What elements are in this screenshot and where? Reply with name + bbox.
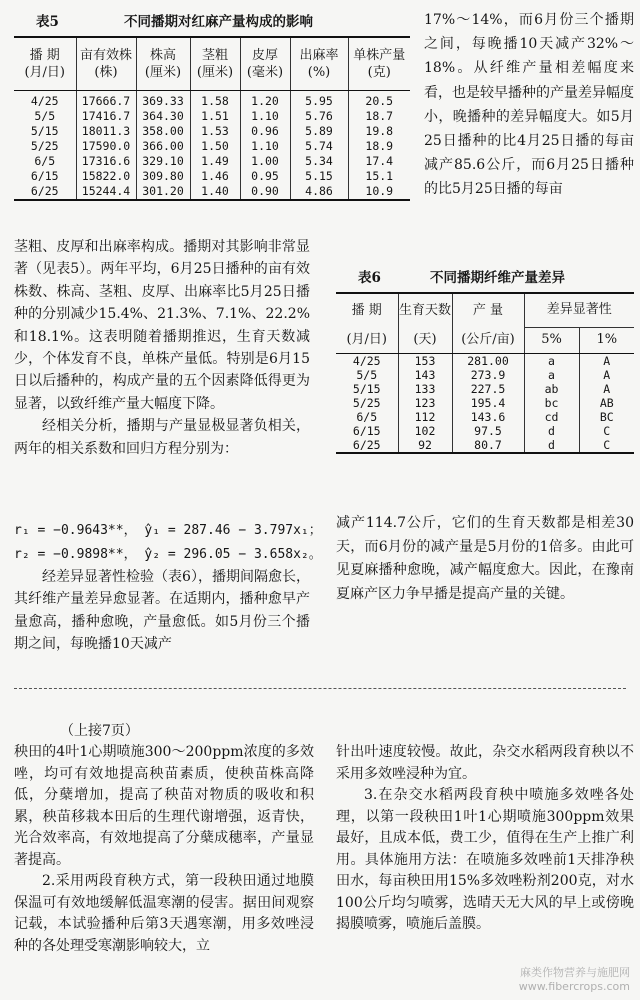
table6-cell: 133 bbox=[398, 382, 452, 396]
table5-cell: 1.46 bbox=[190, 169, 240, 184]
left-mid-text: 茎粗、皮厚和出麻率构成。播期对其影响非常显著（见表5）。两年平均，6月25日播种的亩有效株数、株高、茎粗、皮厚、出麻率比5月25日播种的分别减少15.4%、21.3%、7.1%、22.2%和18.1%。这表明随着播期推迟，生育天数减少，个体发育不良，单株产量低。特别是6月15日以后播种的，构成产量的五个因素降低得更为显著，以致纤维产量大幅度下降。 bbox=[14, 239, 310, 412]
table5-header-cell: 茎粗 (厘米) bbox=[190, 37, 240, 91]
table6-cell: d bbox=[524, 424, 579, 438]
table6-cell: ab bbox=[524, 382, 579, 396]
table6-header-days: 生育天数 bbox=[398, 293, 452, 327]
table6-cell: C bbox=[603, 423, 611, 438]
table6-cell: 80.7 bbox=[452, 438, 524, 453]
table6-cell: 281.00 bbox=[452, 353, 524, 368]
table5-cell: 18011.3 bbox=[76, 124, 136, 139]
table6-cell: 6/15 bbox=[336, 424, 398, 438]
table5-cell: 15.1 bbox=[365, 169, 394, 183]
table5-cell: 0.90 bbox=[240, 184, 290, 200]
table6-subheader-yield: (公斤/亩) bbox=[452, 327, 524, 353]
table5-header-cell: 出麻率 (%) bbox=[290, 37, 348, 91]
table6-cell: 273.9 bbox=[452, 368, 524, 382]
table6-row bbox=[336, 438, 634, 453]
table5-row bbox=[14, 184, 410, 200]
table6-row bbox=[336, 410, 634, 424]
left-mid-paragraph-3 bbox=[14, 566, 310, 656]
section-divider bbox=[14, 688, 626, 689]
table6-row bbox=[336, 382, 634, 396]
table5-header-row bbox=[14, 37, 410, 91]
table5-header-cell: 皮厚 (毫米) bbox=[240, 37, 290, 91]
table5-header-cell: 单株产量 (克) bbox=[348, 37, 410, 91]
table6-subheader-date: (月/日) bbox=[336, 327, 398, 353]
table5-cell: 18.7 bbox=[365, 109, 394, 123]
table5-cell: 4/25 bbox=[14, 91, 76, 110]
watermark-line-2: www.fibercrops.com bbox=[518, 980, 630, 993]
table5-cell: 358.00 bbox=[136, 124, 190, 139]
bottom-left-text2: 2.采用两段育秧方式，第一段秧田通过地膜保温可有效地缓解低温寒潮的侵害。据田间观察记载，本试验播种后第3天遇寒潮，用多效唑浸种的各处理受寒潮影响较大，立 bbox=[14, 873, 314, 954]
table5-cell: 5.34 bbox=[290, 154, 348, 169]
bottom-right-text2: 3.在杂交水稻两段育秧中喷施多效唑各处理，以第一段秧田1叶1心期喷施300ppm效果最好，且成本低，费工少，值得在生产上推广利用。具体施用方法：在喷施多效唑前1天排净秧田水，每亩秧田用15%多效唑粉剂200克，对水100公斤均匀喷雾，选晴天无大风的早上或傍晚揭膜喷雾，喷施后盖膜。 bbox=[336, 787, 634, 932]
right-top-paragraph bbox=[424, 8, 634, 202]
table5-cell: 17666.7 bbox=[76, 91, 136, 110]
table5-cell: 369.33 bbox=[136, 91, 190, 110]
table5-cell: 15244.4 bbox=[76, 184, 136, 200]
table6-cell: 227.5 bbox=[452, 382, 524, 396]
table5-number: 表5 bbox=[36, 14, 59, 30]
table5-row bbox=[14, 109, 410, 124]
table6-subheader-days: (天) bbox=[398, 327, 452, 353]
table6-header-significance: 差异显著性 bbox=[524, 293, 634, 327]
table5-cell: 1.00 bbox=[240, 154, 290, 169]
table6-cell: 5/15 bbox=[336, 382, 398, 396]
table5-row bbox=[14, 91, 410, 110]
table6-title: 不同播期纤维产量差异 bbox=[430, 270, 565, 286]
table6-cell: bc bbox=[524, 396, 579, 410]
table6-row bbox=[336, 353, 634, 368]
table5-cell: 5.15 bbox=[290, 169, 348, 184]
table5-cell: 1.51 bbox=[190, 109, 240, 124]
table6-cell: 143 bbox=[398, 368, 452, 382]
table5-cell: 1.58 bbox=[190, 91, 240, 110]
table5-cell: 1.53 bbox=[190, 124, 240, 139]
right-top-text: 17%～14%，而6月份三个播期之间，每晚播10天减产32%～18%。从纤维产量相差幅度来看，也是较早播种的产量差异幅度小，晚播种的差异幅度大。如5月25日播种的比4月25日播的每亩减产85.6公斤，而6月25日播种的比5月25日播的每亩 bbox=[424, 12, 634, 198]
table5-cell: 364.30 bbox=[136, 109, 190, 124]
table6-cell: d bbox=[524, 438, 579, 453]
table5-cell: 17.4 bbox=[365, 154, 394, 168]
table6-cell: BC bbox=[599, 409, 614, 424]
table6-row bbox=[336, 396, 634, 410]
table5 bbox=[14, 36, 410, 201]
table5-row bbox=[14, 154, 410, 169]
table5-cell: 1.10 bbox=[240, 109, 290, 124]
table6-cell: a bbox=[524, 368, 579, 382]
table5-cell: 6/15 bbox=[14, 169, 76, 184]
table6-header-yield: 产 量 bbox=[452, 293, 524, 327]
table5-cell: 301.20 bbox=[136, 184, 190, 200]
table5-cell: 17416.7 bbox=[76, 109, 136, 124]
table5-cell: 0.96 bbox=[240, 124, 290, 139]
table5-cell: 4.86 bbox=[290, 184, 348, 200]
table6-cell: AB bbox=[599, 395, 614, 410]
table5-cell: 5.89 bbox=[290, 124, 348, 139]
table5-body bbox=[14, 91, 410, 201]
table5-caption bbox=[36, 10, 313, 30]
watermark-line-1: 麻类作物营养与施肥网 bbox=[520, 966, 630, 979]
table5-row bbox=[14, 139, 410, 154]
table6-caption bbox=[358, 266, 565, 286]
table6-cell: A bbox=[603, 381, 611, 396]
table6-subheader-1pct: 1% bbox=[579, 327, 634, 353]
table6-cell: C bbox=[603, 437, 611, 452]
table6-cell: cd bbox=[524, 410, 579, 424]
bottom-left-paragraph bbox=[14, 742, 314, 957]
watermark bbox=[519, 966, 630, 994]
left-mid-text2: 经相关分析，播期与产量显极显著负相关，两年的相关系数和回归方程分别为： bbox=[14, 418, 310, 457]
table6-cell: A bbox=[603, 353, 611, 368]
table5-cell: 1.40 bbox=[190, 184, 240, 200]
table6-number: 表6 bbox=[358, 270, 381, 286]
right-mid-paragraph bbox=[336, 512, 634, 606]
table6-cell: 102 bbox=[398, 424, 452, 438]
table5-cell: 329.10 bbox=[136, 154, 190, 169]
table5-header-cell: 播 期 (月/日) bbox=[14, 37, 76, 91]
table5-cell: 17316.6 bbox=[76, 154, 136, 169]
table5-cell: 19.8 bbox=[365, 124, 394, 138]
table5-cell: 1.50 bbox=[190, 139, 240, 154]
table5-cell: 6/5 bbox=[14, 154, 76, 169]
table6-cell: 6/5 bbox=[336, 410, 398, 424]
table5-cell: 5.76 bbox=[290, 109, 348, 124]
table6-cell: 123 bbox=[398, 396, 452, 410]
table6-cell: 195.4 bbox=[452, 396, 524, 410]
bottom-right-text: 针出叶速度较慢。故此，杂交水稻两段育秧以不采用多效唑浸种为宜。 bbox=[336, 744, 634, 782]
table5-cell: 6/25 bbox=[14, 184, 76, 200]
table6-row bbox=[336, 368, 634, 382]
continued-label: （上接7页） bbox=[60, 723, 139, 739]
table5-cell: 1.20 bbox=[240, 91, 290, 110]
right-mid-text: 减产114.7公斤，它们的生育天数都是相差30天，而6月份的减产量是5月份的1倍多。由此可见夏麻播种愈晚，减产幅度愈大。因此，在豫南夏麻产区力争早播是提高产量的关键。 bbox=[336, 515, 634, 602]
table6-row bbox=[336, 424, 634, 438]
table5-cell: 309.80 bbox=[136, 169, 190, 184]
table6-cell: 5/5 bbox=[336, 368, 398, 382]
table5-cell: 17590.0 bbox=[76, 139, 136, 154]
table5-cell: 5.95 bbox=[290, 91, 348, 110]
table5-cell: 18.9 bbox=[365, 139, 394, 153]
regression-formula-1: r₁ = −0.9643**， ŷ₁ = 287.46 − 3.797x₁； bbox=[14, 523, 322, 538]
table5-cell: 10.9 bbox=[365, 184, 394, 198]
table5-cell: 1.49 bbox=[190, 154, 240, 169]
table6-cell: a bbox=[524, 353, 579, 368]
table6-cell: 6/25 bbox=[336, 438, 398, 453]
table5-cell: 20.5 bbox=[365, 94, 394, 108]
bottom-left-text: 秧田的4叶1心期喷施300～200ppm浓度的多效唑，均可有效地提高秧苗素质，使秧苗株高降低，分蘖增加，提高了秧苗对物质的吸收和积累，秧苗移栽本田后的生理代谢增强，返青快，光合效率高，有效地提高了分蘖成穗率，产量显著提高。 bbox=[14, 744, 314, 868]
table6-cell: 153 bbox=[398, 353, 452, 368]
table6-cell: 5/25 bbox=[336, 396, 398, 410]
table5-title: 不同播期对红麻产量构成的影响 bbox=[124, 14, 313, 30]
table6-cell: 4/25 bbox=[336, 353, 398, 368]
table6-header-date: 播 期 bbox=[336, 293, 398, 327]
table6-cell: 97.5 bbox=[452, 424, 524, 438]
table6-cell: 112 bbox=[398, 410, 452, 424]
table6-cell: 143.6 bbox=[452, 410, 524, 424]
table5-cell: 0.95 bbox=[240, 169, 290, 184]
bottom-right-paragraph bbox=[336, 742, 634, 936]
table5-header-cell: 亩有效株 (株) bbox=[76, 37, 136, 91]
table5-cell: 5/15 bbox=[14, 124, 76, 139]
table6-cell: A bbox=[603, 367, 611, 382]
table5-row bbox=[14, 169, 410, 184]
regression-formula-2: r₂ = −0.9898**， ŷ₂ = 296.05 − 3.658x₂。 bbox=[14, 547, 322, 562]
table5-cell: 5/5 bbox=[14, 109, 76, 124]
table5-cell: 5/25 bbox=[14, 139, 76, 154]
left-mid-text3: 经差异显著性检验（表6），播期间隔愈长，其纤维产量差异愈显著。在适期内，播种愈早产量愈高，播种愈晚，产量愈低。如5月份三个播期之间，每晚播10天减产 bbox=[14, 569, 310, 653]
table5-cell: 5.74 bbox=[290, 139, 348, 154]
table6 bbox=[336, 292, 634, 454]
table6-subheader-5pct: 5% bbox=[524, 327, 579, 353]
table5-cell: 15822.0 bbox=[76, 169, 136, 184]
table6-cell: 92 bbox=[398, 438, 452, 453]
table6-body bbox=[336, 353, 634, 453]
table5-header-cell: 株高 (厘米) bbox=[136, 37, 190, 91]
table5-cell: 1.10 bbox=[240, 139, 290, 154]
table5-cell: 366.00 bbox=[136, 139, 190, 154]
left-mid-paragraph bbox=[14, 236, 310, 460]
table5-row bbox=[14, 124, 410, 139]
